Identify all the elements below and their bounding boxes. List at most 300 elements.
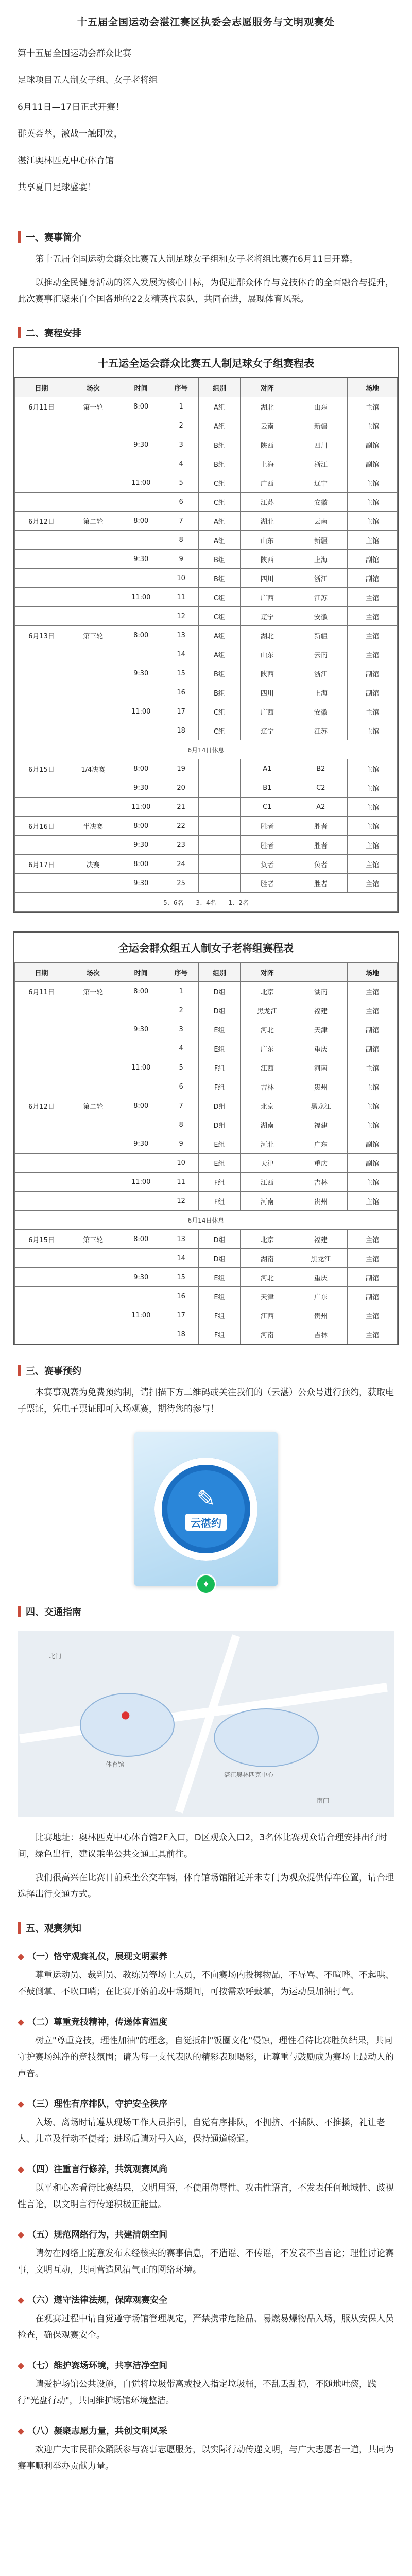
table-cell xyxy=(68,550,118,569)
rule-heading xyxy=(0,2358,412,2371)
table-cell: 陕西 xyxy=(241,435,294,454)
table-cell: 辽宁 xyxy=(241,607,294,626)
table-cell xyxy=(118,1192,164,1211)
rule-heading xyxy=(0,2162,412,2175)
table-cell: 浙江 xyxy=(294,454,348,473)
table-cell xyxy=(68,664,118,683)
table-cell: 11 xyxy=(164,588,198,607)
table-cell: 第一轮 xyxy=(68,397,118,416)
table-cell xyxy=(68,1058,118,1077)
table-cell: 上海 xyxy=(241,454,294,473)
table-title: 全运会群众组五人制女子老将组赛程表 xyxy=(14,933,398,962)
table-cell: 副馆 xyxy=(348,569,398,588)
table-cell: 胜者 xyxy=(241,836,294,855)
table-cell xyxy=(68,683,118,702)
table-cell: 11:00 xyxy=(118,798,164,817)
table-cell: 17 xyxy=(164,1306,198,1325)
rule-heading xyxy=(0,2227,412,2240)
table-cell xyxy=(68,588,118,607)
table-header-cell: 场次 xyxy=(68,378,118,397)
table-cell: 四川 xyxy=(294,435,348,454)
table-cell: 11:00 xyxy=(118,1058,164,1077)
table-cell: 9:30 xyxy=(118,550,164,569)
heading-bar xyxy=(18,327,21,338)
table-row xyxy=(15,1268,398,1287)
rule-paragraph: 入场、离场时请遵从现场工作人员指引，自觉有序排队，不拥挤、不插队、不推搡，礼让老人、儿童及行动不便者；进场后请对号入座，保持通道畅通。 xyxy=(18,2117,385,2144)
diamond-icon: ◆ xyxy=(18,2230,25,2240)
table-cell xyxy=(68,874,118,893)
section-heading-intro: 一、赛事简介 xyxy=(18,230,394,244)
table-cell xyxy=(68,1115,118,1134)
table-cell: 9:30 xyxy=(118,836,164,855)
table-header-cell: 序号 xyxy=(164,378,198,397)
table-cell: 10 xyxy=(164,569,198,588)
table-cell: 6月16日 xyxy=(15,817,68,836)
ranking-notes-row xyxy=(15,893,398,912)
table-cell: F组 xyxy=(198,1325,241,1344)
table-row xyxy=(15,493,398,512)
table-cell: 黑龙江 xyxy=(294,1096,348,1115)
table-cell: 副馆 xyxy=(348,1020,398,1039)
table-cell: 贵州 xyxy=(294,1306,348,1325)
table-cell: 7 xyxy=(164,1096,198,1115)
table-cell: 22 xyxy=(164,817,198,836)
table-row xyxy=(15,1039,398,1058)
table-cell xyxy=(68,531,118,550)
table-row xyxy=(15,836,398,855)
table-cell: 福建 xyxy=(294,1230,348,1249)
table-cell: C组 xyxy=(198,607,241,626)
table-row xyxy=(15,397,398,416)
table-cell: 8:00 xyxy=(118,855,164,874)
paragraph: 我们很高兴在比赛日前乘坐公交车辆，体育馆场馆附近并未专门为观众提供停车位置，请合理选择出行交通方式。 xyxy=(18,1873,394,1900)
table-cell: 新疆 xyxy=(294,626,348,645)
qr-logo xyxy=(167,1470,245,1548)
table-row xyxy=(15,454,398,473)
table-cell: 11:00 xyxy=(118,1306,164,1325)
table-cell: 17 xyxy=(164,702,198,721)
table-cell: 副馆 xyxy=(348,1039,398,1058)
table-cell: 山东 xyxy=(241,531,294,550)
table-cell: 9:30 xyxy=(118,435,164,454)
table-cell xyxy=(68,645,118,664)
table-header-cell: 场地 xyxy=(348,378,398,397)
table-cell: 16 xyxy=(164,1287,198,1306)
rule-paragraph: 以平和心态看待比赛结果，文明用语，不使用侮辱性、攻击性语言，不发表任何地域性、歧视性言论，以文明言行传递积极正能量。 xyxy=(18,2183,394,2210)
table-row xyxy=(15,1001,398,1020)
table-cell: A组 xyxy=(198,512,241,531)
table-cell: 3 xyxy=(164,1020,198,1039)
table-cell: 4 xyxy=(164,1039,198,1058)
table-cell: 安徽 xyxy=(294,702,348,721)
table-cell: C组 xyxy=(198,721,241,740)
table-cell: C组 xyxy=(198,473,241,493)
heading-bar xyxy=(18,231,21,243)
table-cell: 河南 xyxy=(294,1058,348,1077)
table-cell xyxy=(15,1058,68,1077)
table-row xyxy=(15,1325,398,1344)
table-cell: 6月11日 xyxy=(15,982,68,1001)
table-cell xyxy=(15,569,68,588)
table-cell: 6月15日 xyxy=(15,759,68,778)
table-cell: 9:30 xyxy=(118,1134,164,1154)
table-row xyxy=(15,588,398,607)
table-cell: 黑龙江 xyxy=(294,1249,348,1268)
table-header-row xyxy=(15,963,398,982)
rule-heading xyxy=(0,2096,412,2109)
rule-paragraph: 请勿在网络上随意发布未经核实的赛事信息，不造谣、不传谣，不发表不当言论；理性讨论赛事，文明互动，共同营造风清气正的网络环境。 xyxy=(18,2248,394,2275)
table-cell: D组 xyxy=(198,1230,241,1249)
table-cell: 重庆 xyxy=(294,1268,348,1287)
table-cell: B组 xyxy=(198,569,241,588)
table-cell xyxy=(68,493,118,512)
table-cell: 主馆 xyxy=(348,473,398,493)
table-cell xyxy=(15,1192,68,1211)
table-cell: D组 xyxy=(198,1096,241,1115)
intro-line: 6月11日—17日正式开赛！ xyxy=(18,102,125,112)
table-cell: A组 xyxy=(198,626,241,645)
table-cell xyxy=(68,1134,118,1154)
table-cell: A组 xyxy=(198,397,241,416)
table-row xyxy=(15,1287,398,1306)
table-header-cell: 组别 xyxy=(198,963,241,982)
table-cell: 副馆 xyxy=(348,435,398,454)
table-row xyxy=(15,817,398,836)
table-cell xyxy=(15,645,68,664)
table-row xyxy=(15,1020,398,1039)
table-cell: 9:30 xyxy=(118,778,164,798)
table-cell: 重庆 xyxy=(294,1154,348,1173)
table-cell: 3 xyxy=(164,435,198,454)
table-cell xyxy=(68,798,118,817)
table-cell xyxy=(15,702,68,721)
table-cell: B组 xyxy=(198,454,241,473)
table-cell xyxy=(15,1287,68,1306)
table-row xyxy=(15,778,398,798)
table-cell: 河北 xyxy=(241,1020,294,1039)
table-cell: F组 xyxy=(198,1058,241,1077)
table-cell xyxy=(68,1249,118,1268)
table-cell: 江苏 xyxy=(294,721,348,740)
table-cell: E组 xyxy=(198,1268,241,1287)
table-cell: 8:00 xyxy=(118,1096,164,1115)
table-cell: 辽宁 xyxy=(294,473,348,493)
table-cell: 4 xyxy=(164,454,198,473)
table-cell: 9:30 xyxy=(118,664,164,683)
table-cell: 江苏 xyxy=(241,493,294,512)
table-cell: 主馆 xyxy=(348,607,398,626)
table-cell: E组 xyxy=(198,1287,241,1306)
diamond-icon: ◆ xyxy=(18,2361,25,2371)
intro-line: 第十五届全国运动会群众比赛 xyxy=(18,48,131,59)
table-cell xyxy=(68,778,118,798)
table-cell: 主馆 xyxy=(348,759,398,778)
table-cell: 副馆 xyxy=(348,1134,398,1154)
table-title: 十五运全运会群众比赛五人制足球女子组赛程表 xyxy=(14,348,398,378)
table-cell xyxy=(68,1001,118,1020)
table-cell: A1 xyxy=(241,759,294,778)
table-cell: 主馆 xyxy=(348,1096,398,1115)
table-cell xyxy=(118,454,164,473)
table-header-row xyxy=(15,378,398,397)
table-cell: 湖北 xyxy=(241,626,294,645)
table-cell: 河南 xyxy=(241,1192,294,1211)
table-cell: F组 xyxy=(198,1077,241,1096)
rest-day-note: 6月14日休息 xyxy=(15,740,398,759)
table-cell: 副馆 xyxy=(348,550,398,569)
table-cell: 8:00 xyxy=(118,1230,164,1249)
table-cell: 主馆 xyxy=(348,1230,398,1249)
table-cell: 重庆 xyxy=(294,1039,348,1058)
paragraph: 比赛地址：奥林匹克中心体育馆2F入口，D区观众入口2，3名体比赛观众请合理安排出行时间，绿色出行，建议乘坐公共交通工具前往。 xyxy=(18,1833,388,1859)
paragraph: 第十五届全国运动会群众比赛五人制足球女子组和女子老将组比赛在6月11日开幕。 xyxy=(35,254,358,264)
table-cell xyxy=(68,1287,118,1306)
table-cell: 13 xyxy=(164,626,198,645)
table-cell: 主馆 xyxy=(348,855,398,874)
table-row xyxy=(15,982,398,1001)
table-cell xyxy=(15,798,68,817)
rule-paragraph: 树立"尊重竞技，理性加油"的理念，自觉抵制"饭圈文化"侵蚀，理性看待比赛胜负结果，共同守护赛场纯净的竞技氛围；请为每一支代表队的精彩表现喝彩，让尊重与鼓励成为赛场上最动人的声音。 xyxy=(18,2036,394,2079)
table-cell xyxy=(68,607,118,626)
table-cell: 6月17日 xyxy=(15,855,68,874)
diamond-icon: ◆ xyxy=(18,2017,25,2027)
table-cell xyxy=(198,798,241,817)
table-cell: 湖北 xyxy=(241,512,294,531)
ranking-note: 5、6名 3、4名 1、2名 xyxy=(15,893,398,912)
schedule-table xyxy=(14,378,398,912)
table-cell: 6 xyxy=(164,493,198,512)
table-cell: D组 xyxy=(198,1249,241,1268)
table-row xyxy=(15,1077,398,1096)
table-cell: 吉林 xyxy=(294,1173,348,1192)
table-cell xyxy=(68,1325,118,1344)
table-cell: 福建 xyxy=(294,1001,348,1020)
map-label: 体育馆 xyxy=(106,1761,125,1768)
table-cell: 主馆 xyxy=(348,874,398,893)
intro-line: 足球项目五人制女子组、女子老将组 xyxy=(18,75,158,86)
table-cell: 广西 xyxy=(241,588,294,607)
table-cell: 广西 xyxy=(241,702,294,721)
table-cell: 主馆 xyxy=(348,1306,398,1325)
table-cell: 7 xyxy=(164,512,198,531)
diamond-icon: ◆ xyxy=(18,2164,25,2175)
table-cell: 主馆 xyxy=(348,1077,398,1096)
intro-line: 群英荟萃，激战一触即发， xyxy=(18,129,123,139)
table-cell: 吉林 xyxy=(241,1077,294,1096)
table-cell: 主馆 xyxy=(348,397,398,416)
table-row xyxy=(15,550,398,569)
table-cell xyxy=(68,1192,118,1211)
table-cell xyxy=(118,1115,164,1134)
table-cell xyxy=(68,1306,118,1325)
table-cell xyxy=(118,1287,164,1306)
table-cell: 第二轮 xyxy=(68,1096,118,1115)
table-cell xyxy=(15,1134,68,1154)
table-header-cell: 场地 xyxy=(348,963,398,982)
table-cell: 18 xyxy=(164,1325,198,1344)
table-cell: 8:00 xyxy=(118,817,164,836)
table-cell: 山东 xyxy=(241,645,294,664)
table-cell: 上海 xyxy=(294,683,348,702)
table-cell: 主馆 xyxy=(348,721,398,740)
table-cell: D组 xyxy=(198,1115,241,1134)
table-cell: C组 xyxy=(198,493,241,512)
table-cell: 15 xyxy=(164,664,198,683)
table-cell: 2 xyxy=(164,416,198,435)
table-cell: C1 xyxy=(241,798,294,817)
table-cell: 主馆 xyxy=(348,645,398,664)
table-cell xyxy=(15,1154,68,1173)
rule-heading xyxy=(0,2293,412,2306)
page-title: 十五届全国运动会湛江赛区执委会志愿服务与文明观赛处 xyxy=(77,16,335,28)
table-cell: 吉林 xyxy=(294,1325,348,1344)
table-cell: 江西 xyxy=(241,1173,294,1192)
table-cell: 主馆 xyxy=(348,416,398,435)
table-cell: 陕西 xyxy=(241,664,294,683)
table-cell: 上海 xyxy=(294,550,348,569)
table-cell: 安徽 xyxy=(294,493,348,512)
table-cell: 天津 xyxy=(294,1020,348,1039)
table-cell: F组 xyxy=(198,1306,241,1325)
table-cell xyxy=(68,416,118,435)
table-cell: 第一轮 xyxy=(68,982,118,1001)
table-cell: 主馆 xyxy=(348,982,398,1001)
table-cell xyxy=(68,1173,118,1192)
qr-label: 云湛约 xyxy=(185,1514,227,1531)
table-cell xyxy=(15,1077,68,1096)
rest-day-row xyxy=(15,1211,398,1230)
table-cell: A组 xyxy=(198,645,241,664)
table-cell xyxy=(15,473,68,493)
table-cell: 主馆 xyxy=(348,817,398,836)
table-cell xyxy=(118,1039,164,1058)
table-cell: 天津 xyxy=(241,1287,294,1306)
table-row xyxy=(15,1230,398,1249)
table-cell: 主馆 xyxy=(348,1001,398,1020)
table-row xyxy=(15,645,398,664)
table-cell xyxy=(118,531,164,550)
rule-heading-text: （八）凝聚志愿力量，共创文明风采 xyxy=(27,2426,168,2436)
table-cell xyxy=(15,1001,68,1020)
table-cell: 广东 xyxy=(294,1134,348,1154)
rule-heading-text: （二）尊重竞技精神，传递体育温度 xyxy=(27,2017,168,2027)
table-row xyxy=(15,1173,398,1192)
table-cell xyxy=(198,836,241,855)
table-cell: 第二轮 xyxy=(68,512,118,531)
table-cell: 12 xyxy=(164,607,198,626)
rest-day-row xyxy=(15,740,398,759)
table-cell: 16 xyxy=(164,683,198,702)
table-row xyxy=(15,683,398,702)
table-cell: 5 xyxy=(164,473,198,493)
table-cell: 9 xyxy=(164,1134,198,1154)
table-cell xyxy=(15,836,68,855)
table-cell xyxy=(198,855,241,874)
mini-program-qr-code[interactable] xyxy=(134,1432,278,1590)
table-cell: 1 xyxy=(164,982,198,1001)
paragraph: 以推动全民健身活动的深入发展为核心目标，为促进群众体育与竞技体育的全面融合与提升，此次赛事汇聚来自全国各地的22支精英代表队，共同奋进，展现体育风采。 xyxy=(18,278,394,304)
rule-paragraph: 在观赛过程中请自觉遵守场馆管理规定，严禁携带危险品、易燃易爆物品入场，服从安保人员检查，确保观赛安全。 xyxy=(18,2314,394,2341)
table-cell: 胜者 xyxy=(241,817,294,836)
table-cell: 副馆 xyxy=(348,683,398,702)
table-cell xyxy=(68,435,118,454)
table-cell: 新疆 xyxy=(294,416,348,435)
table-cell: 主馆 xyxy=(348,702,398,721)
table-cell: 6月11日 xyxy=(15,397,68,416)
table-cell: 主馆 xyxy=(348,1192,398,1211)
table-cell xyxy=(15,531,68,550)
table-cell: 胜者 xyxy=(241,874,294,893)
table-cell: F组 xyxy=(198,1192,241,1211)
table-row xyxy=(15,1249,398,1268)
table-cell: E组 xyxy=(198,1039,241,1058)
table-cell: 云南 xyxy=(241,416,294,435)
table-cell xyxy=(15,493,68,512)
table-cell: 21 xyxy=(164,798,198,817)
table-cell xyxy=(198,817,241,836)
table-cell xyxy=(15,1173,68,1192)
table-header-cell: 日期 xyxy=(15,963,68,982)
table-row xyxy=(15,702,398,721)
table-row xyxy=(15,1096,398,1115)
schedule-table xyxy=(14,962,398,1344)
table-header-cell: 时间 xyxy=(118,378,164,397)
table-cell: A组 xyxy=(198,416,241,435)
table-cell: 北京 xyxy=(241,1230,294,1249)
rest-day-note: 6月14日休息 xyxy=(15,1211,398,1230)
table-row xyxy=(15,1058,398,1077)
table-cell xyxy=(15,683,68,702)
heading-bar xyxy=(18,1606,21,1617)
table-cell: 13 xyxy=(164,1230,198,1249)
table-cell xyxy=(118,721,164,740)
table-cell: 10 xyxy=(164,1154,198,1173)
section-heading-rules: 五、观赛须知 xyxy=(18,1921,394,1935)
venue-map[interactable] xyxy=(18,1631,394,1817)
rule-heading xyxy=(0,2014,412,2027)
table-cell: 河南 xyxy=(241,1325,294,1344)
table-row xyxy=(15,569,398,588)
table-cell xyxy=(118,1077,164,1096)
table-cell: 主馆 xyxy=(348,626,398,645)
table-cell: 主馆 xyxy=(348,798,398,817)
table-cell: A组 xyxy=(198,531,241,550)
table-cell: 江西 xyxy=(241,1058,294,1077)
section-heading-transport: 四、交通指南 xyxy=(18,1605,394,1618)
table-row xyxy=(15,1115,398,1134)
table-cell: 贵州 xyxy=(294,1192,348,1211)
intro-line: 湛江奥林匹克中心体育馆 xyxy=(18,156,114,166)
table-cell: 12 xyxy=(164,1192,198,1211)
table-cell xyxy=(118,683,164,702)
diamond-icon: ◆ xyxy=(18,2099,25,2109)
table-cell: 1 xyxy=(164,397,198,416)
table-cell xyxy=(198,874,241,893)
table-cell: 9:30 xyxy=(118,874,164,893)
table-cell xyxy=(15,607,68,626)
table-cell xyxy=(15,1115,68,1134)
table-cell xyxy=(118,569,164,588)
table-cell xyxy=(68,1077,118,1096)
paragraph: 本赛事观赛为免费预约制，请扫描下方二维码或关注我们的（云湛）公众号进行预约，获取电子票证，凭电子票证即可入场观赛，期待您的参与！ xyxy=(18,1387,394,1414)
heading-bar xyxy=(18,1922,21,1934)
rule-heading-text: （四）注重言行修养，共筑观赛风尚 xyxy=(27,2164,168,2175)
table-cell: 主馆 xyxy=(348,1173,398,1192)
table-header-cell xyxy=(294,378,348,397)
table-cell xyxy=(15,778,68,798)
table-cell: 北京 xyxy=(241,982,294,1001)
table-row xyxy=(15,607,398,626)
